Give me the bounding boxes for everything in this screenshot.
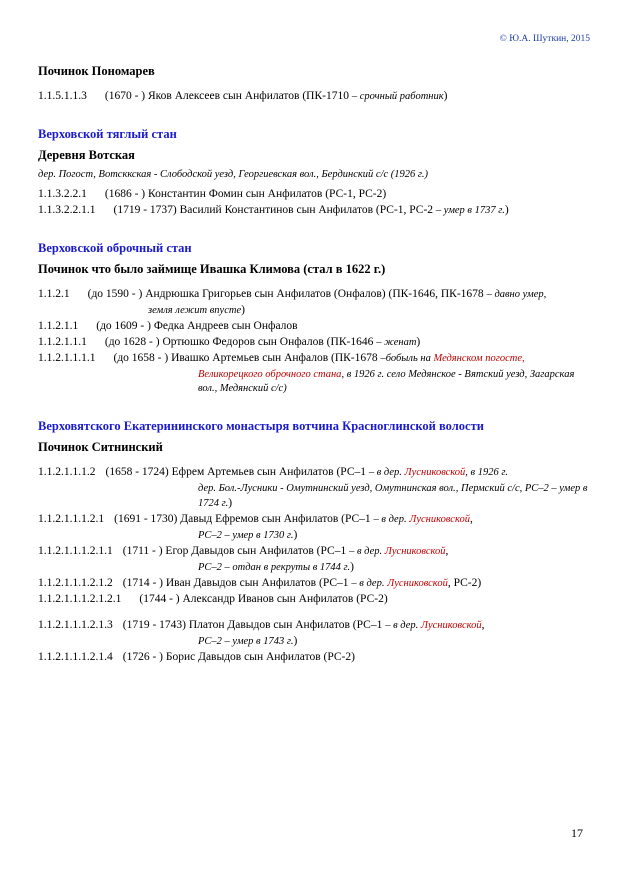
entry-code: 1.1.2.1.1.1.2.1.1 <box>38 545 113 558</box>
entry-code: 1.1.2.1.1 <box>38 319 79 332</box>
text-run: , РС-2) <box>447 576 482 589</box>
genealogy-entry <box>38 335 590 350</box>
entry-code: 1.1.2.1.1.1.2.1 <box>38 513 105 526</box>
genealogy-entry <box>38 287 590 302</box>
genealogy-entry <box>38 544 590 559</box>
entry-text <box>87 335 590 350</box>
page-number: 17 <box>571 826 583 840</box>
genealogy-entry <box>38 576 590 591</box>
entry-code: 1.1.2.1.1.1.2.1.2.1 <box>38 592 122 605</box>
entry-text <box>113 618 590 633</box>
text-run: ) <box>241 303 245 316</box>
text-run: ) <box>228 497 233 510</box>
text-run: Лусниковской <box>387 577 448 589</box>
text-run: , <box>469 513 473 526</box>
text-run: – давно умер, <box>486 288 547 300</box>
text-run: (1711 - ) Егор Давыдов сын Анфилатов (РС–1 <box>122 545 350 558</box>
genealogy-entry <box>38 592 590 607</box>
text-run: (1714 - ) Иван Давыдов сын Анфилатов (РС–1 <box>122 576 352 589</box>
entry-code: 1.1.5.1.1.3 <box>38 90 87 102</box>
text-run: РС–2 – умер в 1743 г. <box>198 635 294 647</box>
genealogy-entry <box>38 89 590 104</box>
entry-text <box>96 203 591 218</box>
text-run: ) <box>504 203 509 216</box>
genealogy-entry <box>38 618 590 633</box>
genealogy-entry <box>38 465 590 480</box>
text-run: –бобыль на <box>380 352 434 364</box>
text-run: – в дер. <box>351 577 388 589</box>
section-heading: Починок Пономарев <box>38 64 155 78</box>
section-subheading: Починок Ситнинский <box>38 440 163 455</box>
text-run: дер. Бол.-Лусники - Омутнинский уезд, Омутнинская вол., Пермский с/с, <box>198 483 525 495</box>
entry-code: 1.1.3.2.2.1.1 <box>38 203 96 216</box>
entry-code: 1.1.2.1.1.1.2.1.2 <box>38 576 113 589</box>
section-subheading: Починок что было займище Ивашка Климова (стал в 1622 г.) <box>38 261 386 276</box>
text-run: – умер в 1737 г. <box>435 204 505 216</box>
text-run: (1691 - 1730) Давыд Ефремов сын Анфилатов (РС–1 <box>114 513 374 526</box>
text-run: , в 1926 г. село Медянское - Вятский уезд, Загарская вол., Медянский с/с) <box>198 368 575 395</box>
text-run: (до 1658 - ) Ивашко Артемьев сын Анфалов (ПК-1678 <box>113 351 381 364</box>
entry-code: 1.1.3.2.2.1 <box>38 187 87 200</box>
text-run: ) <box>350 561 354 573</box>
entry-text <box>87 187 590 202</box>
entry-code: 1.1.2.1.1.1.1 <box>38 351 96 364</box>
entry-text <box>113 576 590 591</box>
genealogy-entry <box>38 351 590 366</box>
entry-continuation <box>38 634 590 649</box>
text-run: (1686 - ) Константин Фомин сын Анфилатов (РС-1, РС-2) <box>104 187 387 200</box>
text-run: – срочный работник <box>351 91 444 102</box>
entry-code: 1.1.2.1.1.1.2 <box>38 466 96 479</box>
genealogy-entry <box>38 512 590 527</box>
text-run: Лусниковской <box>404 467 466 479</box>
entry-text <box>78 319 590 334</box>
entry-spacer <box>38 608 590 618</box>
entry-text <box>104 512 590 527</box>
text-run: (1744 - ) Александр Иванов сын Анфилатов (РС-2) <box>139 592 388 605</box>
entry-code: 1.1.2.1 <box>38 287 70 300</box>
text-run: – в дер. <box>368 467 405 479</box>
text-run: – женат <box>376 336 417 348</box>
text-run: РС–2 – отдан в рекруты в 1744 г. <box>198 562 351 573</box>
text-run: ) <box>293 529 298 542</box>
entry-text <box>70 287 590 302</box>
text-run: ) <box>416 335 421 348</box>
entry-text <box>121 592 590 607</box>
text-run: (до 1590 - ) Андрюшка Григорьев сын Анфилатов (Онфалов) (ПК-1646, ПК-1678 <box>87 287 487 300</box>
entry-text <box>96 465 591 480</box>
text-run: (1719 - 1737) Василий Константинов сын Анфилатов (РС-1, РС-2 <box>113 203 436 216</box>
text-run: , в 1926 г. <box>465 467 508 479</box>
text-run: РС–2 – умер в 1730 г. <box>198 530 294 542</box>
text-run: (1726 - ) Борис Давыдов сын Анфилатов (РС-2) <box>122 650 355 663</box>
genealogy-entry <box>38 319 590 334</box>
text-run: Лусниковской <box>409 514 470 526</box>
text-run: , <box>481 618 485 631</box>
entry-continuation <box>38 560 590 575</box>
entry-text <box>113 650 590 665</box>
text-run: РС–2 – умер в 1724 г. <box>198 483 588 510</box>
text-run: ) <box>443 90 448 102</box>
section-subnote: дер. Погост, Вотсккская - Слободской уезд, Георгиевская вол., Бердинский с/с (1926 г.) <box>38 168 428 180</box>
document-content <box>38 34 590 666</box>
section-spacer <box>38 219 590 241</box>
text-run: (1670 - ) Яков Алексеев сын Анфилатов (ПК-1710 <box>104 90 352 102</box>
text-run: – в дер. <box>349 546 385 558</box>
entry-code: 1.1.2.1.1.1 <box>38 335 87 348</box>
genealogy-sections <box>38 64 590 665</box>
text-run: Лусниковской <box>420 619 482 631</box>
text-run: Медянском погосте, <box>433 352 525 364</box>
text-run: Лусниковской <box>384 546 446 558</box>
section-heading: Верховятского Екатерининского монастыря вотчина Красноглинской волости <box>38 419 484 434</box>
text-run: , <box>445 545 449 558</box>
text-run: – в дер. <box>385 619 421 631</box>
entry-code: 1.1.2.1.1.1.2.1.3 <box>38 618 113 631</box>
section-spacer <box>38 105 590 127</box>
text-run: земля лежит впусте <box>148 304 242 316</box>
section-heading: Верховской тяглый стан <box>38 126 177 141</box>
section-spacer <box>38 397 590 419</box>
text-run: (1719 - 1743) Платон Давыдов сын Анфилатов (РС–1 <box>122 618 386 631</box>
entry-continuation <box>38 528 590 543</box>
entry-continuation <box>38 367 590 397</box>
section-heading: Верховской оброчный стан <box>38 240 192 255</box>
text-run: (1658 - 1724) Ефрем Артемьев сын Анфилатов (РС–1 <box>105 466 369 479</box>
entry-text <box>96 351 591 366</box>
text-run: (до 1628 - ) Ортюшко Федоров сын Онфалов (ПК-1646 <box>104 335 377 348</box>
entry-code: 1.1.2.1.1.1.2.1.4 <box>38 650 113 663</box>
entry-text <box>87 89 590 104</box>
entry-text <box>113 544 590 559</box>
copyright-notice: © Ю.А. Шуткин, 2015 <box>499 34 590 44</box>
entry-continuation <box>38 303 590 318</box>
genealogy-entry <box>38 203 590 218</box>
text-run: – в дер. <box>373 514 410 526</box>
entry-continuation <box>38 481 590 511</box>
genealogy-entry <box>38 187 590 202</box>
genealogy-entry <box>38 650 590 665</box>
text-run: (до 1609 - ) Федка Андреев сын Онфалов <box>96 319 298 332</box>
text-run: Великорецкого оброчного стана <box>198 368 342 380</box>
text-run: ) <box>293 634 298 647</box>
section-subheading: Деревня Вотская <box>38 147 135 162</box>
